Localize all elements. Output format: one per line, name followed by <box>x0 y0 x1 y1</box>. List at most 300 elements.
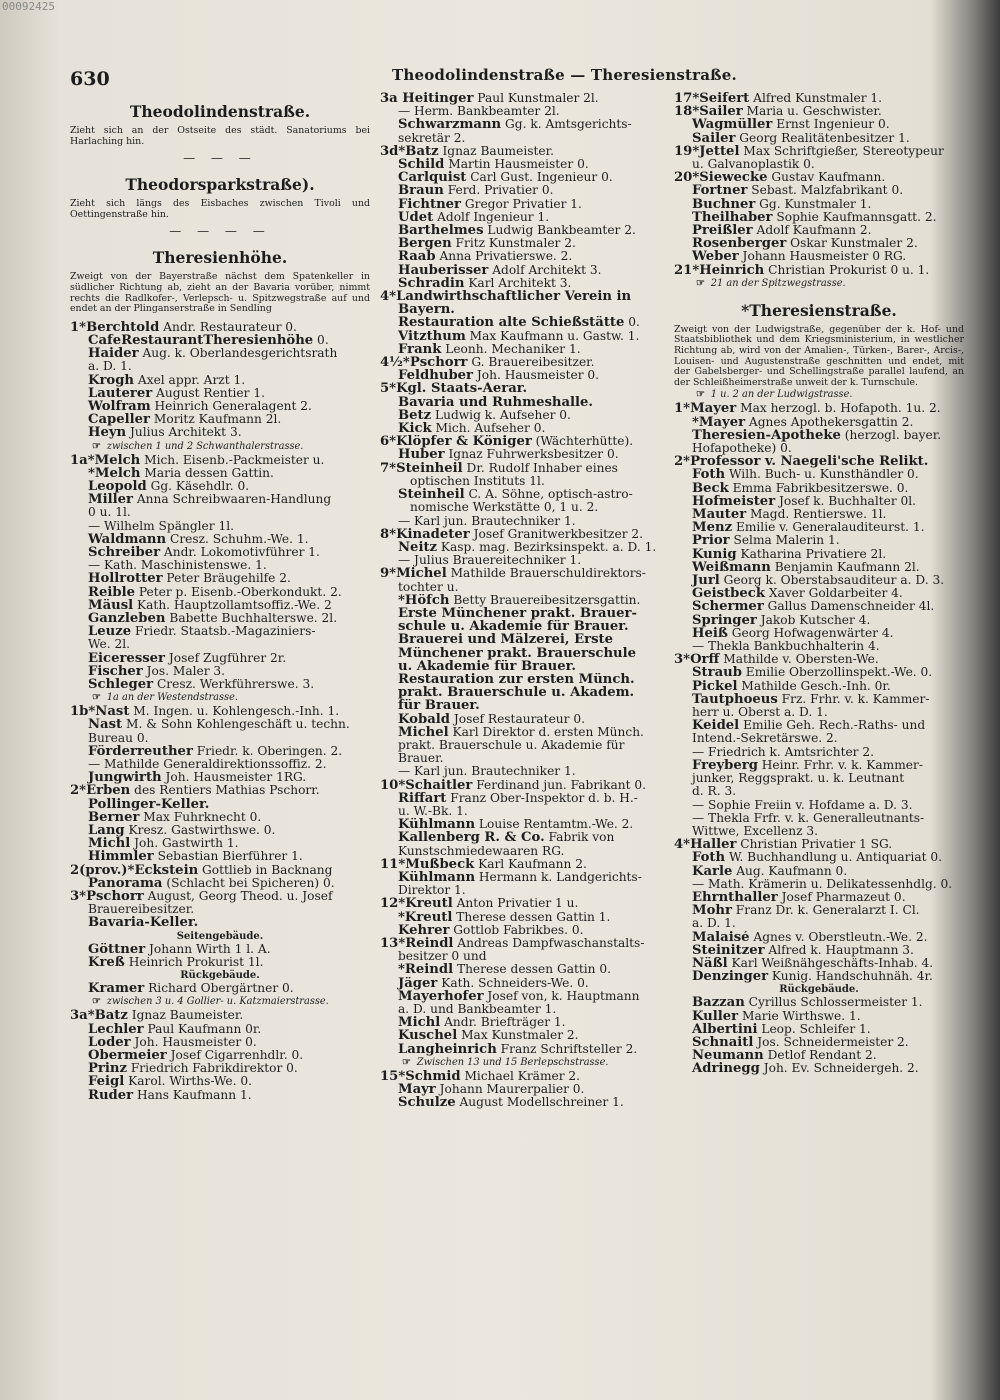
directory-entry <box>674 1036 964 1049</box>
resident-name: Restauration zur ersten Münch. <box>398 672 635 687</box>
resident-details: Therese dessen Gattin 0. <box>453 963 612 977</box>
directory-entry <box>674 171 964 184</box>
resident-name: Raab <box>398 250 436 264</box>
resident-name: Mayr <box>398 1083 436 1097</box>
resident-name: Riffart <box>398 791 447 805</box>
resident-name: Panorama <box>88 876 163 891</box>
directory-entry <box>674 455 964 468</box>
directory-entry <box>380 290 670 303</box>
directory-entry <box>380 250 670 263</box>
directory-entry <box>380 990 670 1003</box>
resident-name: Reible <box>88 585 135 599</box>
resident-name: Hauberisser <box>398 263 489 277</box>
resident-details: Leonh. Mechaniker 1. <box>441 342 581 356</box>
resident-details: Paul Kunstmaler 2l. <box>473 92 599 105</box>
resident-name: 3d*Batz <box>380 144 439 159</box>
entry-continuation: — Karl jun. Brautechniker 1. <box>398 765 576 779</box>
resident-name: 18*Sailer <box>674 105 743 119</box>
resident-name: Bayern. <box>398 303 455 317</box>
resident-details: Anna Privatierswe. 2. <box>435 250 573 264</box>
directory-entry <box>380 633 670 646</box>
directory-entry <box>674 996 964 1009</box>
resident-name: Vitzthum <box>398 329 466 343</box>
resident-name: Prinz <box>88 1062 127 1076</box>
directory-entry <box>70 625 370 638</box>
resident-name: Kühlmann <box>398 870 476 885</box>
resident-details: Heinrich Generalagent 2. <box>150 399 312 413</box>
resident-details: Fabrik von <box>544 831 615 845</box>
resident-name: Prior <box>692 534 730 548</box>
resident-name: 2*Erben <box>70 784 131 798</box>
directory-entry <box>380 871 670 884</box>
resident-details: Mathilde v. Obersten-We. <box>719 653 879 667</box>
resident-details: Heinr. Frhr. v. k. Kammer- <box>757 758 923 772</box>
directory-entry <box>380 422 670 435</box>
directory-entry <box>380 779 670 792</box>
entry-continuation: Brauer. <box>398 752 444 766</box>
resident-details: Carl Gust. Ingenieur 0. <box>466 171 613 185</box>
directory-entry <box>70 652 370 665</box>
resident-details: (herzogl. bayer. <box>840 428 942 442</box>
resident-details: Katharina Privatiere 2l. <box>736 547 887 561</box>
directory-entry <box>380 567 670 580</box>
directory-entry <box>674 534 964 547</box>
resident-details: Andr. Restaurateur 0. <box>159 320 297 334</box>
resident-details: Gottlob Fabrikbes. 0. <box>449 923 584 937</box>
resident-name: Leuze <box>88 625 132 639</box>
building-subheading: Seitengebäude. <box>176 930 264 942</box>
running-head: Theodolindenstraße — Theresienstraße. <box>392 66 737 84</box>
resident-details: Emilie Geh. Rech.-Raths- und <box>739 719 926 733</box>
resident-name: Hofmeister <box>692 494 776 509</box>
directory-entry <box>70 850 370 863</box>
resident-details: Friedrich Fabrikdirektor 0. <box>126 1062 298 1076</box>
resident-details: Ferdinand jun. Fabrikant 0. <box>472 778 646 792</box>
cross-street-note <box>70 691 370 705</box>
column-2 <box>380 92 670 1109</box>
resident-details: Cyrillus Schlossermeister 1. <box>744 996 923 1010</box>
resident-name: Bavaria und Ruhmeshalle. <box>398 395 594 409</box>
directory-entry <box>674 1049 964 1062</box>
resident-details: Emma Fabrikbesitzerswe. 0. <box>728 481 909 495</box>
resident-name: Ganzleben <box>88 612 166 626</box>
resident-name: 10*Schaitler <box>380 778 473 792</box>
street-description: Zieht sich an der Ostseite des städt. Sanatoriums bei Harlaching hin. <box>70 125 370 147</box>
entry-continuation: — Thekla Frfr. v. k. Generalleutnants- <box>692 811 925 825</box>
resident-name: Preißler <box>692 224 753 238</box>
resident-name: Buchner <box>692 197 756 211</box>
resident-details: 0. <box>624 316 640 330</box>
resident-name: Ruder <box>88 1088 134 1102</box>
directory-entry <box>380 356 670 369</box>
directory-entry <box>70 1089 370 1102</box>
resident-details: (Wächterhütte). <box>531 435 634 449</box>
directory-entry <box>674 587 964 600</box>
directory-entry <box>674 468 964 481</box>
resident-name: Barthelmes <box>398 224 484 238</box>
resident-details: Betty Brauereibesitzersgattin. <box>449 593 641 607</box>
resident-name: Huber <box>398 448 445 462</box>
directory-entry <box>380 528 670 541</box>
resident-name: Neitz <box>398 540 438 555</box>
resident-name: Betz <box>398 408 432 423</box>
resident-details: Josef Granitwerkbesitzer 2. <box>469 527 644 541</box>
resident-details: Adolf Ingenieur 1. <box>433 210 550 224</box>
resident-name: Foth <box>692 851 726 865</box>
directory-entry <box>380 184 670 197</box>
directory-entry <box>380 316 670 329</box>
resident-details: Josef von, k. Hauptmann <box>483 989 640 1003</box>
resident-details: Ignaz Baumeister. <box>438 144 554 158</box>
resident-name: Jäger <box>398 976 438 990</box>
directory-entry <box>380 1096 670 1109</box>
directory-entry <box>674 416 964 429</box>
resident-details: Joh. Gastwirth 1. <box>130 837 239 851</box>
directory-entry <box>70 982 370 995</box>
directory-entry <box>674 482 964 495</box>
resident-name: Restauration alte Schießstätte <box>398 316 625 330</box>
directory-entry <box>380 911 670 924</box>
directory-entry <box>674 561 964 574</box>
directory-entry <box>380 713 670 726</box>
resident-details: Karol. Wirths-We. 0. <box>124 1075 252 1089</box>
directory-entry <box>380 963 670 976</box>
resident-name: Theresien-Apotheke <box>692 428 841 443</box>
entry-continuation: nomische Werkstätte 0, 1 u. 2. <box>410 501 599 515</box>
resident-details: Friedr. k. Oberingen. 2. <box>192 744 343 758</box>
resident-details: Axel appr. Arzt 1. <box>134 373 246 387</box>
resident-name: Michel <box>398 725 449 739</box>
directory-entry <box>380 330 670 343</box>
directory-entry <box>674 105 964 118</box>
directory-entry <box>674 759 964 772</box>
resident-name: 3a Heitinger <box>380 92 474 106</box>
street-heading: Theodorsparkstraße). <box>125 175 315 195</box>
directory-entry <box>674 944 964 957</box>
entry-continuation: 0 u. 1l. <box>88 506 131 520</box>
resident-name: 17*Seifert <box>674 92 750 106</box>
resident-name: Kramer <box>88 982 145 996</box>
resident-details: Max Kunstmaler 2. <box>457 1029 579 1043</box>
resident-name: 4½*Pschorr <box>380 356 468 370</box>
directory-entry <box>70 1075 370 1088</box>
resident-details: Karl Direktor d. ersten Münch. <box>448 725 644 739</box>
resident-name: prakt. Brauerschule u. Akadem. <box>398 686 635 700</box>
resident-details: Ludwig k. Aufseher 0. <box>431 408 571 422</box>
resident-details: Julius Architekt 3. <box>126 426 242 440</box>
directory-entry <box>380 1070 670 1083</box>
resident-details: Christian Prokurist 0 u. 1. <box>764 263 930 277</box>
directory-entry <box>674 957 964 970</box>
resident-details: Frz. Frhr. v. k. Kammer- <box>777 692 930 706</box>
resident-name: 8*Kinadeter <box>380 527 470 541</box>
resident-name: Kobald <box>398 712 450 726</box>
resident-name: 20*Siewecke <box>674 171 768 185</box>
resident-name: Wolfram <box>88 399 151 414</box>
resident-details: Kath. Hauptzollamtsoffiz.-We. 2 <box>133 598 332 612</box>
resident-details: August Rentier 1. <box>152 386 265 400</box>
directory-entry <box>70 426 370 439</box>
building-subheading: Rückgebäude. <box>180 970 260 982</box>
resident-name: Geistbeck <box>692 587 765 601</box>
resident-details: Christian Privatier 1 SG. <box>736 838 893 852</box>
resident-details: Gallus Damenschneider 4l. <box>763 600 935 614</box>
resident-details: Ignaz Baumeister. <box>127 1009 244 1023</box>
entry-continuation: — Friedrich k. Amtsrichter 2. <box>692 745 875 759</box>
directory-entry <box>70 784 370 797</box>
resident-name: Mauter <box>692 508 747 522</box>
resident-name: 13*Reindl <box>380 937 454 951</box>
directory-entry <box>70 347 370 360</box>
resident-name: Adrinegg <box>692 1062 760 1076</box>
entry-continuation: d. R. 3. <box>692 785 737 799</box>
resident-details: des Rentiers Mathias Pschorr. <box>130 784 320 798</box>
resident-details: Adolf Architekt 3. <box>488 263 602 277</box>
directory-entry <box>70 480 370 493</box>
resident-name: 11*Mußbeck <box>380 857 475 871</box>
entry-continuation: Bureau 0. <box>88 731 149 745</box>
resident-details: Johann Wirth 1 l. A. <box>145 942 271 956</box>
resident-details: Gg. Kunstmaler 1. <box>755 197 872 211</box>
resident-name: Sailer <box>692 131 736 145</box>
resident-name: Mohr <box>692 904 732 918</box>
resident-details: Sebastian Bierführer 1. <box>153 850 303 864</box>
directory-entry <box>70 400 370 413</box>
directory-entry <box>674 132 964 145</box>
resident-details: Alfred Kunstmaler 1. <box>749 92 883 105</box>
resident-name: Kick <box>398 422 432 436</box>
resident-name: 2(prov.)*Eckstein <box>70 863 199 877</box>
column-1 <box>70 92 370 1102</box>
resident-details: Oskar Kunstmaler 2. <box>786 237 918 251</box>
resident-name: *Melch <box>88 466 141 480</box>
directory-entry <box>674 508 964 521</box>
resident-name: 3*Pschorr <box>70 890 144 904</box>
directory-entry <box>674 627 964 640</box>
resident-details: C. A. Söhne, optisch-astro- <box>464 488 633 502</box>
directory-entry <box>674 851 964 864</box>
directory-entry <box>380 277 670 290</box>
directory-entry <box>674 693 964 706</box>
resident-name: Pickel <box>692 679 738 693</box>
resident-details: Heinrich Prokurist 1l. <box>124 955 264 969</box>
resident-details: Max Kaufmann u. Gastw. 1. <box>465 329 640 343</box>
resident-details: Georg Hofwagenwärter 4. <box>727 626 894 640</box>
resident-name: Berner <box>88 810 140 825</box>
resident-details: Andr. Lokomotivführer 1. <box>160 546 320 559</box>
cross-street-note <box>70 440 370 454</box>
resident-details: Karl Weißnähgeschäfts-Inhab. 4. <box>727 956 934 970</box>
resident-name: Lang <box>88 824 125 838</box>
resident-details: Josef Pharmazeut 0. <box>777 890 906 904</box>
resident-name: Mayerhofer <box>398 989 484 1004</box>
resident-name: Beck <box>692 481 729 495</box>
resident-name: 21*Heinrich <box>674 263 765 277</box>
resident-details: Josef k. Buchhalter 0l. <box>775 494 917 508</box>
entry-continuation: — Julius Brauereitechniker 1. <box>398 554 582 568</box>
directory-entry <box>70 321 370 334</box>
resident-details: Jakob Kutscher 4. <box>756 613 871 627</box>
resident-details: Ferd. Privatier 0. <box>443 184 554 198</box>
resident-details: Johann Hausmeister 0 RG. <box>738 250 907 264</box>
cross-street-text: 21 an der Spitzwegstrasse. <box>710 277 846 289</box>
resident-details: Benjamin Kaufmann 2l. <box>770 560 920 574</box>
resident-name: Malaisé <box>692 930 750 944</box>
resident-name: Tautphoeus <box>692 692 778 707</box>
resident-details: Anna Schreibwaaren-Handlung <box>132 493 332 507</box>
resident-name: Heyn <box>88 426 127 440</box>
resident-details: Ernst Ingenieur 0. <box>772 118 890 132</box>
directory-entry <box>70 546 370 559</box>
resident-details: (Schlacht bei Spicheren) 0. <box>162 876 335 890</box>
resident-details: Cresz. Werkführerswe. 3. <box>153 678 315 692</box>
scan-id: 00092425 <box>2 0 55 13</box>
resident-name: Fortner <box>692 184 748 198</box>
directory-entry <box>674 250 964 263</box>
directory-entry <box>70 374 370 387</box>
pointing-hand-icon: ☞ <box>92 692 101 704</box>
resident-name: Schulze <box>398 1096 456 1110</box>
resident-details: Josef Restaurateur 0. <box>449 712 585 726</box>
entry-continuation: We. 2l. <box>88 638 131 652</box>
directory-entry <box>380 818 670 831</box>
resident-name: Carlquist <box>398 171 467 185</box>
directory-entry <box>70 1049 370 1062</box>
directory-entry <box>380 118 670 131</box>
resident-details: Wilh. Buch- u. Kunsthändler 0. <box>725 468 919 482</box>
resident-details: Andr. Briefträger 1. <box>440 1016 566 1030</box>
directory-entry <box>674 118 964 131</box>
resident-details: Adolf Kaufmann 2. <box>752 224 872 238</box>
resident-name: schule u. Akademie für Brauer. <box>398 620 629 634</box>
resident-details: Maria u. Geschwister. <box>742 105 882 119</box>
directory-entry <box>70 705 370 718</box>
directory-entry <box>70 334 370 347</box>
pointing-hand-icon: ☞ <box>92 440 101 452</box>
directory-entry <box>70 413 370 426</box>
cross-street-text: 1a an der Westendstrasse. <box>106 692 238 704</box>
resident-details: Gottlieb in Backnang <box>198 863 333 877</box>
resident-name: Bazzan <box>692 996 745 1010</box>
cross-street-text: zwischen 3 u. 4 Gollier- u. Katzmaierstrasse. <box>106 996 329 1008</box>
resident-name: 19*Jettel <box>674 144 740 159</box>
directory-entry <box>380 303 670 316</box>
section-separator: — — — — <box>169 224 271 239</box>
resident-name: *Kreutl <box>398 910 453 924</box>
resident-name: Rosenberger <box>692 237 787 251</box>
resident-details: Mich. Eisenb.-Packmeister u. <box>140 453 325 467</box>
directory-entry <box>70 572 370 585</box>
resident-details: Kasp. mag. Bezirksinspekt. a. D. 1. <box>437 540 657 554</box>
directory-entry <box>674 680 964 693</box>
resident-details: Georg Realitätenbesitzer 1. <box>735 131 910 145</box>
directory-entry <box>70 612 370 625</box>
resident-name: Lechler <box>88 1022 144 1036</box>
directory-entry <box>70 387 370 400</box>
directory-entry <box>380 343 670 356</box>
directory-entry <box>380 673 670 686</box>
resident-details: Fritz Kunstmaler 2. <box>451 237 576 251</box>
resident-name: Fischer <box>88 664 143 679</box>
directory-entry <box>70 877 370 890</box>
resident-name: 4*Landwirthschaftlicher Verein in <box>380 290 632 304</box>
directory-entry <box>70 599 370 612</box>
resident-name: *Mayer <box>692 415 746 429</box>
directory-entry <box>674 224 964 237</box>
resident-details: Hans Kaufmann 1. <box>133 1088 252 1102</box>
resident-details: Jos. Maler 3. <box>142 664 226 678</box>
resident-name: 1*Mayer <box>674 402 737 416</box>
directory-entry <box>380 831 670 844</box>
directory-entry <box>674 1023 964 1036</box>
resident-name: Keidel <box>692 719 740 733</box>
directory-entry <box>674 548 964 561</box>
resident-details: Joh. Hausmeister 1RG. <box>161 771 307 785</box>
resident-name: Hollrotter <box>88 572 163 586</box>
directory-entry <box>674 211 964 224</box>
resident-details: Karl Kaufmann 2. <box>474 857 587 871</box>
resident-details: Leop. Schleifer 1. <box>757 1022 871 1036</box>
resident-details: Joh. Hausmeister 0. <box>130 1035 257 1049</box>
resident-name: Förderreuther <box>88 744 193 759</box>
directory-entry <box>674 600 964 613</box>
resident-details: Karl Architekt 3. <box>464 276 572 290</box>
resident-name: Schnaitl <box>692 1035 754 1050</box>
directory-entry <box>674 574 964 587</box>
directory-entry <box>674 653 964 666</box>
resident-details: Josef Zugführer 2r. <box>165 651 287 665</box>
resident-details: M. & Sohn Kohlengeschäft u. techn. <box>122 718 350 732</box>
directory-entry <box>70 493 370 506</box>
directory-entry <box>70 665 370 678</box>
directory-entry <box>674 719 964 732</box>
resident-name: Krogh <box>88 373 135 387</box>
entry-continuation: — Mathilde Generaldirektionssoffiz. 2. <box>88 758 327 772</box>
directory-entry <box>70 718 370 731</box>
pointing-hand-icon: ☞ <box>696 277 705 289</box>
directory-entry <box>70 1036 370 1049</box>
resident-details: Babette Buchhalterswe. 2l. <box>165 612 338 626</box>
resident-details: Dr. Rudolf Inhaber eines <box>462 461 618 475</box>
directory-entry <box>674 402 964 415</box>
directory-entry <box>674 495 964 508</box>
entry-continuation: Direktor 1. <box>398 884 466 898</box>
directory-entry <box>380 977 670 990</box>
directory-entry <box>380 198 670 211</box>
street-heading: *Theresienstraße. <box>741 300 897 320</box>
pointing-hand-icon: ☞ <box>92 996 101 1008</box>
resident-name: Münchener prakt. Brauerschule <box>398 646 637 660</box>
resident-name: Michl <box>398 1016 441 1030</box>
resident-details: Detlof Rendant 2. <box>763 1049 877 1063</box>
entry-continuation: prakt. Brauerschule u. Akademie für <box>398 738 625 752</box>
entry-continuation: herr u. Oberst a. D. 1. <box>692 706 828 720</box>
directory-entry <box>380 858 670 871</box>
resident-details: Cresz. Schuhm.-We. 1. <box>166 532 309 546</box>
pointing-hand-icon: ☞ <box>402 1056 411 1068</box>
resident-name: 7*Steinheil <box>380 461 463 475</box>
directory-entry <box>70 956 370 969</box>
resident-name: Kühlmann <box>398 818 476 832</box>
entry-continuation: Brauereibesitzer. <box>88 903 195 917</box>
entry-continuation: — Herm. Bankbeamter 2l. <box>398 105 560 119</box>
entry-continuation: — Kath. Maschinistenswe. 1. <box>88 559 267 573</box>
resident-details: Kunig. Handschuhnäh. 4r. <box>768 970 933 984</box>
resident-details: Max herzogl. b. Hofapoth. 1u. 2. <box>736 402 941 416</box>
directory-entry <box>70 454 370 467</box>
resident-name: Nast <box>88 718 123 732</box>
resident-details: Aug. Kaufmann 0. <box>732 864 848 878</box>
